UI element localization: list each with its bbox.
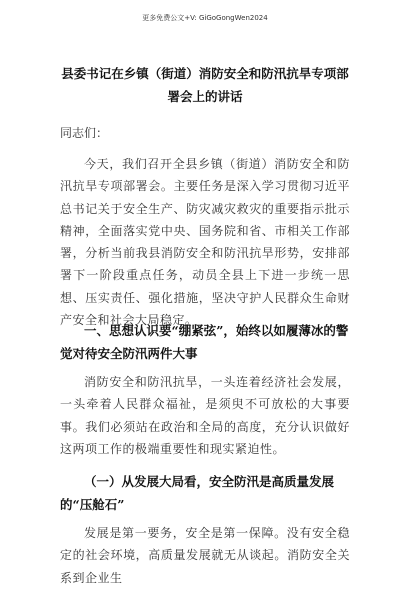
section-1-paragraph: 消防安全和防汛抗旱，一头连着经济社会发展，一头牵着人民群众福祉，是须臾不可放松的大事要事。我们必须站在政治和全局的高度，充分认识做好这两项工作的极端重要性和现实紧迫性。 <box>60 375 350 456</box>
document-title: 县委书记在乡镇（街道）消防安全和防汛抗旱专项部署会上的讲话 <box>61 66 349 104</box>
section-heading-1: 一、思想认识要“绷紧弦”，始终以如履薄冰的警觉对待安全防汛两件大事 <box>60 323 349 361</box>
subsection-heading-1: （一）从发展大局看，安全防汛是高质量发展的“压舱石” <box>60 474 335 512</box>
intro-paragraph: 今天，我们召开全县乡镇（街道）消防安全和防汛抗旱专项部署会。主要任务是深入学习贯彻习近平总书记关于安全生产、防灾减灾救灾的重要指示批示精神，全面落实党中央、国务院和省、市相关工作部署，分析当前我县消防安全和防汛抗旱形势，安排部署下一阶段重点任务，动员全县上下进一步统一思想、压实责任、强化措施，坚决守护人民群众生命财产安全和社会大局稳定。 <box>60 157 350 328</box>
salutation: 同志们： <box>60 126 109 140</box>
subsection-1-paragraph: 发展是第一要务，安全是第一保障。没有安全稳定的社会环境，高质量发展就无从谈起。消防安全关系到企业生 <box>60 526 350 585</box>
header-watermark-note: 更多免费公文+V: GiGoGongWen2024 <box>142 14 268 22</box>
